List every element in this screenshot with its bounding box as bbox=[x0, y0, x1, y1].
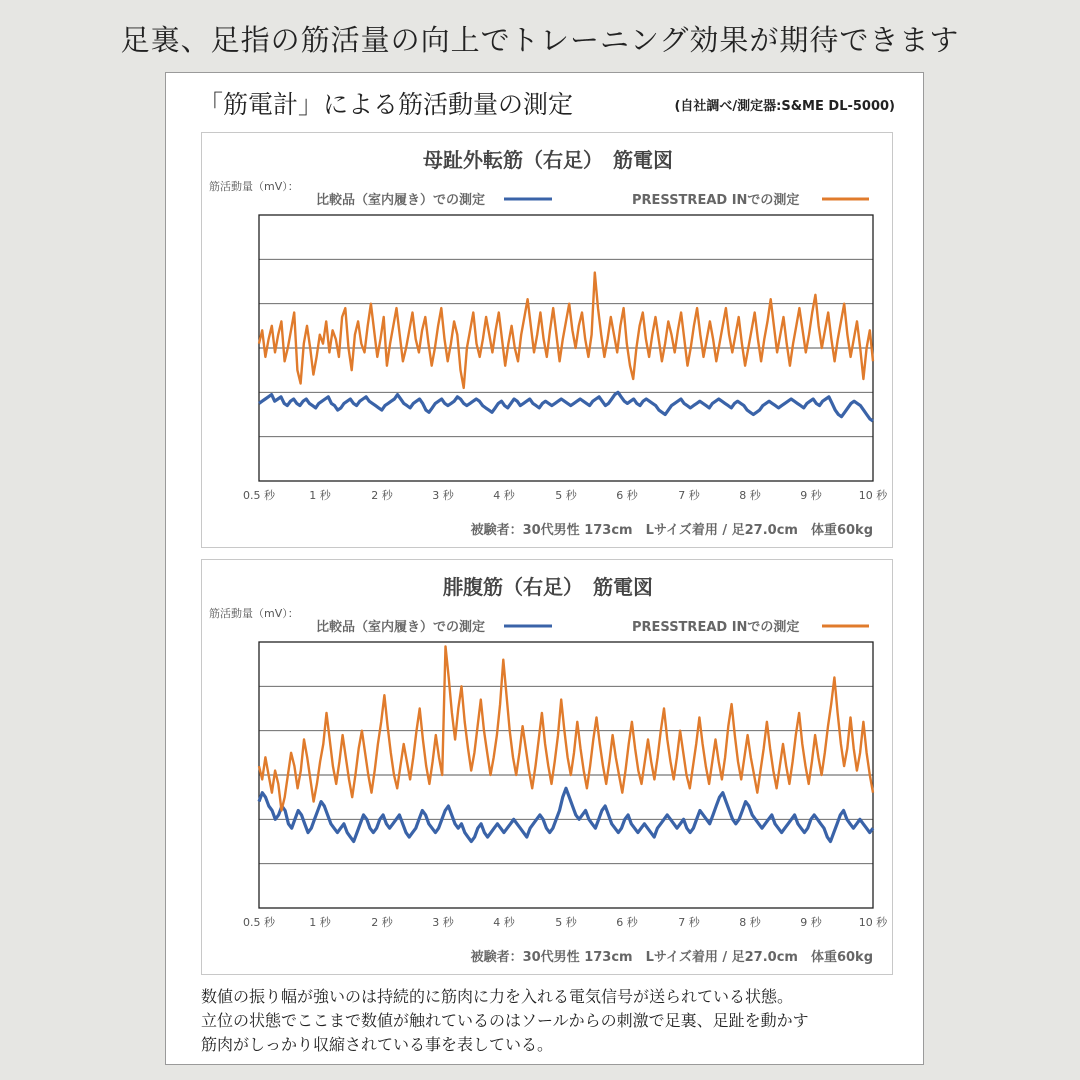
x-tick-label: 4 秒 bbox=[493, 489, 515, 502]
emg-chart-hallux bbox=[201, 132, 893, 548]
x-tick-label: 4 秒 bbox=[493, 916, 515, 929]
x-tick-label: 5 秒 bbox=[555, 489, 577, 502]
headline: 足裏、足指の筋活量の向上でトレーニング効果が期待できます bbox=[120, 23, 960, 57]
x-tick-label: 1 秒 bbox=[309, 489, 331, 502]
x-tick-label: 2 秒 bbox=[371, 489, 393, 502]
x-tick-label: 6 秒 bbox=[616, 489, 638, 502]
x-tick-label: 7 秒 bbox=[678, 916, 700, 929]
chart-title: 腓腹筋（右足） 筋電図 bbox=[443, 575, 653, 599]
panel-source: (自社調べ/測定器:S&ME DL-5000) bbox=[674, 99, 895, 114]
x-tick-label: 3 秒 bbox=[432, 489, 454, 502]
legend-label-comparison: 比較品（室内履き）での測定 bbox=[316, 620, 486, 635]
x-tick-label: 9 秒 bbox=[800, 489, 822, 502]
x-tick-label: 8 秒 bbox=[739, 489, 761, 502]
note-line: 立位の状態でここまで数値が触れているのはソールからの刺激で足裏、足趾を動かす bbox=[201, 1011, 809, 1030]
x-tick-label: 0.5 秒 bbox=[243, 489, 275, 502]
explanation-note bbox=[201, 985, 901, 1057]
series-line-comparison bbox=[259, 392, 873, 421]
x-tick-label: 6 秒 bbox=[616, 916, 638, 929]
measurement-panel bbox=[165, 72, 924, 1065]
x-tick-label: 10 秒 bbox=[858, 916, 888, 929]
x-tick-label: 1 秒 bbox=[309, 916, 331, 929]
emg-chart-gastrocnemius bbox=[201, 559, 893, 975]
x-tick-label: 8 秒 bbox=[739, 916, 761, 929]
x-tick-label: 5 秒 bbox=[555, 916, 577, 929]
chart-title: 母趾外転筋（右足） 筋電図 bbox=[423, 148, 673, 172]
legend-label-presstread: PRESSTREAD INでの測定 bbox=[632, 193, 800, 208]
emg-chart-hallux-svg bbox=[202, 133, 894, 549]
x-tick-label: 0.5 秒 bbox=[243, 916, 275, 929]
note-line: 筋肉がしっかり収縮されている事を表している。 bbox=[201, 1035, 554, 1054]
subject-info: 被験者：30代男性 173cm Lサイズ着用 / 足27.0cm 体重60kg bbox=[470, 950, 873, 965]
emg-chart-gastrocnemius-svg bbox=[202, 560, 894, 976]
x-tick-label: 9 秒 bbox=[800, 916, 822, 929]
series-line-presstread bbox=[259, 273, 873, 388]
y-axis-label: 筋活動量（mV）： bbox=[209, 180, 299, 193]
panel-title: 「筋電計」による筋活動量の測定 bbox=[198, 90, 574, 119]
x-tick-label: 10 秒 bbox=[858, 489, 888, 502]
series-line-presstread bbox=[259, 646, 873, 810]
x-tick-label: 7 秒 bbox=[678, 489, 700, 502]
x-tick-label: 2 秒 bbox=[371, 916, 393, 929]
legend-label-presstread: PRESSTREAD INでの測定 bbox=[632, 620, 800, 635]
x-tick-label: 3 秒 bbox=[432, 916, 454, 929]
y-axis-label: 筋活動量（mV）： bbox=[209, 607, 299, 620]
legend-label-comparison: 比較品（室内履き）での測定 bbox=[316, 193, 486, 208]
note-line: 数値の振り幅が強いのは持続的に筋肉に力を入れる電気信号が送られている状態。 bbox=[201, 987, 794, 1006]
subject-info: 被験者：30代男性 173cm Lサイズ着用 / 足27.0cm 体重60kg bbox=[470, 523, 873, 538]
